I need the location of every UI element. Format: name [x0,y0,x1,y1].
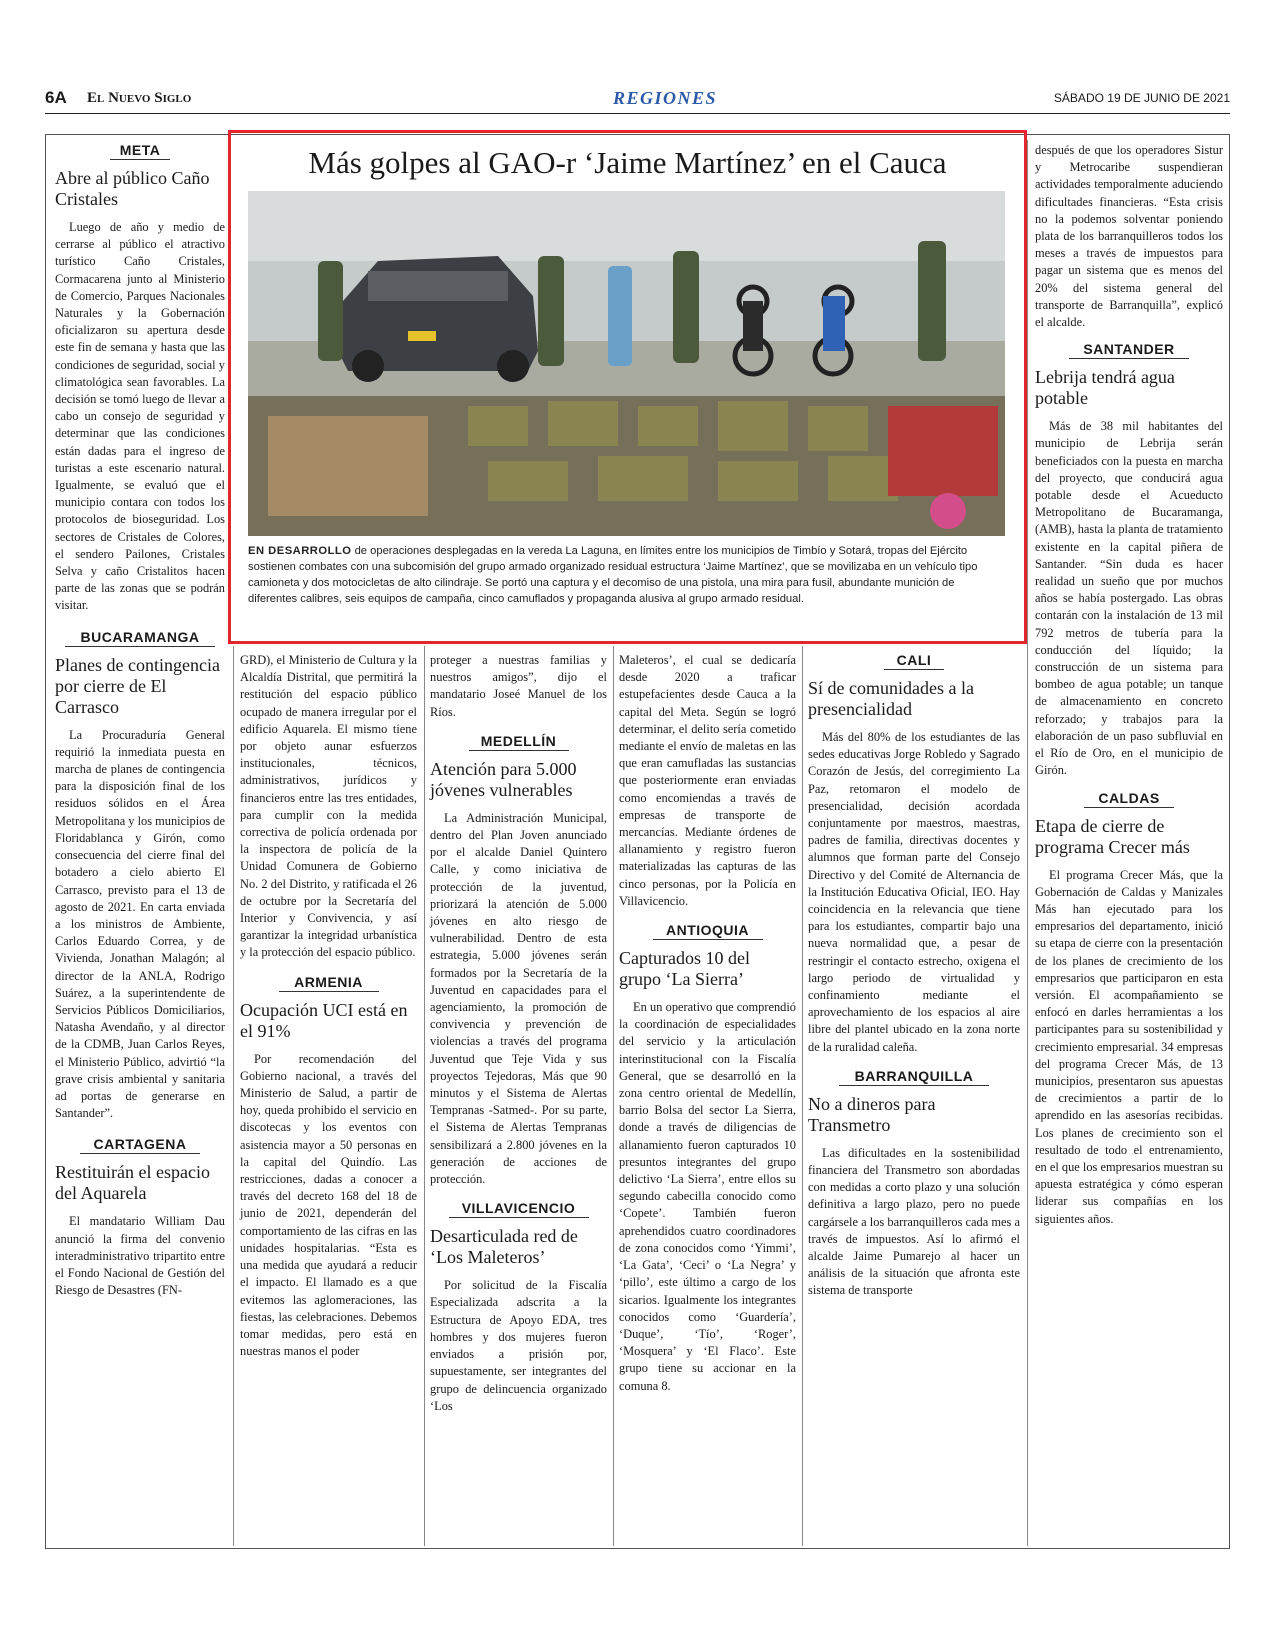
article-santander: Más de 38 mil habitantes del municipio de Lebrija serán beneficiados con la puesta en marcha del proyecto, que conducirá agua potable desde el Acueducto Metropolitano de Bucaramanga, (AMB), hasta la planta de tratamiento existente en la capital piñera de Santander. “Sin duda es hacer realidad un sueño que por muchos años se había postergado. Las obras contarán con la instalación de 13 mil 792 metros de tubería para la conducción del líquido; la construcción de un sistema para bombeo de agua potable; un tanque de almacenamiento en concreto reforzado; y trabajos para la elaboración de un paso subfluvial en el Río de Oro, en el municipio de Girón. [1035,419,1223,778]
headline-cali: Sí de comunidades a la presencialidad [808,678,974,719]
kicker-villavicencio: VILLAVICENCIO [449,1200,589,1218]
headline-cartagena: Restituirán el espacio del Aquarela [55,1162,210,1204]
article-cali: Más del 80% de los estudiantes de las sedes educativas Jorge Robledo y Sagrado Corazón de Jesús, del corregimiento La Paz, retomaron el modelo de presencialidad, decisión acordada conjuntamente por maestros, maestras, padres de familia, directivas docentes y alumnos que forman parte del Consejo Directivo y del Comité de Alternancia de la Institución Educativa Oficial, IEO. Hay coincidencia en la relevancia que tiene para los estudiantes, compartir bajo una nueva normalidad que, a pesar de restringir el contacto estrecho, oxigena el largo periodo de virtualidad y confinamiento mediante el aprovechamiento de los espacios al aire libre del plantel ubicado en la zona norte de la ruralidad caleña. [808,730,1020,1054]
headline-caldas: Etapa de cierre de programa Crecer más [1035,815,1190,857]
article-antioquia: En un operativo que comprendió la coordinación de especialidades del servicio y la articulación interinstitucional con la Fiscalía General, que se desarrolló en la zona centro oriental de Medellín, barrio Bolsa del sector La Sierra, donde a través de diligencias de allanamiento fueron capturados 10 presuntos integrantes del grupo delictivo ‘La Sierra’, entre ellos su segundo cabecilla conocido como ‘Copete’. También fueron aprehendidos cuatro coordinadores de zona conocidos como ‘Yimmi’, ‘La Gata’, ‘Ceci’ o ‘La Negra’ y ‘pillo’, este último a cargo de los sicarios. Igualmente los integrantes conocidos como ‘Guardería’, ‘Duque’, ‘Tío’, ‘Roger’, ‘Mosquera’ y ‘El Flaco’. Este grupo tiene su accionar en la comuna 8. [619,1000,796,1393]
article-medellin: La Administración Municipal, dentro del Plan Joven anunciado por el alcalde Daniel Quintero Calle, y como iniciativa de protección de la juventud, priorizará la atención de 5.000 jóvenes en alto riesgo de vulnerabilidad. Dentro de esta estrategia, 5.000 jóvenes serán formados por la Secretaría de la Juventud en capacidades para el agenciamiento, la promoción de convivencia y prevención de violencias a través del programa Juventud que Teje Vida y sus proyectos Tejedoras, Más que 90 minutos y el Sistema de Alertas Tempranas -Satmed-. Por su parte, el Sistema de Alertas Tempranas sensibilizará a 2.800 jóvenes en la generación de acciones de protección. [430,810,607,1187]
kicker-caldas: CALDAS [1084,790,1174,808]
column-1 [55,142,225,1299]
kicker-santander: SANTANDER [1069,341,1189,359]
article-armenia: Por recomendación del Gobierno nacional, a través del Ministerio de Salud, a partir de hoy, queda prohibido el servicio en discotecas y los eventos con asistencia mayor a 50 personas en la capital del Quindío. Las restricciones, dadas a conocer a través del decreto 168 del 18 de junio de 2021, dependerán del comportamiento de las cifras en las unidades hospitalarias. “Esta es una medida que ayudará a reducir el impacto. El llamado es a que evitemos las aglomeraciones, las fiestas, las celebraciones. Debemos tomar medidas, pero está en nuestras manos el poder [240,1051,417,1359]
headline-meta: Abre al público Caño Cristales [55,168,210,209]
feature-box [228,130,1027,644]
kicker-cartagena: CARTAGENA [80,1136,200,1154]
article-cartagena: El mandatario William Dau anunció la firma del convenio interadministrativo tripartito entre el Fondo Nacional de Gestión del Riesgo de Desastres (FN- [55,1214,225,1298]
kicker-barranquilla: BARRANQUILLA [839,1068,989,1086]
issue-date: SÁBADO 19 DE JUNIO DE 2021 [1053,91,1230,105]
newspaper-name: El Nuevo Siglo [87,90,192,106]
headline-armenia: Ocupación UCI está en el 91% [240,999,408,1041]
article-cartagena-continued: GRD), el Ministerio de Cultura y la Alcaldía Distrital, que permitirá la restitución del espacio público ocupado de manera irregular por el edificio Aquarela. El mismo tiene por objeto aunar esfuerzos institucionales, técnicos, administrativos, jurídicos y financieros entre las tres entidades, para cumplir con la medida correctiva de policía ordenada por la inspectora de policía de la Unidad Comunera de Gobierno No. 2 del Distrito, y ratificada el 26 de octubre por la Secretaría del Interior y Convivencia, y así garantizar la integridad urbanística y la protección del espacio público. [240,653,417,960]
article-caldas: El programa Crecer Más, que la Gobernación de Caldas y Manizales Más han ejecutado para los empresarios del departamento, inició su etapa de cierre con la presentación de los planes de crecimiento de los empresarios que participaron en esta versión. El acompañamiento se enfocó en darles herramientas a los participantes para su sostenibilidad y crecimiento empresarial. 34 empresas del programa Crecer Más, de 13 municipios, presentaron sus apuestas de crecimientos a partir de lo aprendido en las asesorías recibidas. Los planes de crecimiento son el resultado de todo el entrenamiento, en el que los empresarios muestran su apuesta estratégica y cómo esperan liderar sus compañías en los siguientes años. [1035,867,1223,1226]
article-barranquilla: Las dificultades en la sostenibilidad financiera del Transmetro son abordadas con medidas a corto plazo y una solución definitiva a largo plazo, pero no puede cargársele a los barranquilleros cada mes a través de impuestos. Así lo afirmó el alcalde Jaime Pumarejo al hacer un análisis de la situación que afronta este sistema de transporte [808,1145,1020,1298]
kicker-antioquia: ANTIOQUIA [653,922,763,940]
column-6 [1035,142,1223,1228]
headline-villavicencio: Desarticulada red de ‘Los Maleteros’ [430,1226,578,1268]
article-barranquilla-continued: después de que los operadores Sistur y Metrocaribe suspendieran actividades temporalmente aduciendo dificultades financieras. “Esta crisis no la podemos solventar poniendo plata de los barranquilleros todos los meses a través de impuestos para pagar un sistema que es menos del 20% del sistema general del transporte de Barranquilla”, explicó el alcalde. [1035,143,1223,330]
column-5 [808,652,1020,1300]
column-rule [424,646,425,1546]
column-rule [1027,140,1028,1546]
column-rule [613,646,614,1546]
feature-headline: Más golpes al GAO-r ‘Jaime Martínez’ en el Cauca [308,145,947,180]
article-villavicencio: Por solicitud de la Fiscalía Especializada adscrita a la Estructura de Apoyo EDA, tres hombres y dos mujeres fueron enviados a prisión por, supuestamente, ser integrantes del grupo de delincuencia organizado ‘Los [430,1278,607,1413]
headline-bucaramanga: Planes de contingencia por cierre de El Carrasco [55,654,220,717]
kicker-armenia: ARMENIA [279,974,379,992]
soldiers-photo-illustration [248,191,1005,536]
page-number: 6A [45,88,67,107]
masthead [45,86,1230,114]
column-rule [233,646,234,1546]
kicker-cali: CALI [884,652,944,670]
column-2 [240,652,417,1360]
article-bucaramanga: La Procuraduría General requirió la inmediata puesta en marcha de planes de contingencia para la disposición final de los residuos sólidos en el Área Metropolitana y los municipios de Floridablanca y Girón, como consecuencia del cierre final del botadero a cielo abierto El Carrasco, previsto para el 13 de agosto de 2021. En carta enviada a los ministros de Ambiente, Carlos Eduardo Correa, y de Vivienda, Jonathan Malagón; al director de la ANLA, Rodrigo Suárez, a la superintendente de Servicios Públicos Domiciliarios, Natasha Avendaño, y al director de la CDMB, Juan Carlos Reyes, el Ministerio Público, advirtió “la grave crisis ambiental y sanitaria ad portas de generarse en Santander”. [55,727,226,1121]
kicker-meta: META [110,142,170,160]
article-armenia-continued: proteger a nuestras familias y nuestros amigos”, dijo el mandatario Joseé Manuel de los Ríos. [430,653,607,719]
article-meta: Luego de año y medio de cerrarse al público el atractivo turístico Caño Cristales, Cormacarena junto al Ministerio de Comercio, Parques Nacionales Naturales y la Gobernación oficializaron su apertura desde este fin de semana y hasta que las condiciones de seguridad, social y climatológica sean favorables. La decisión se tomó luego de llevar a cabo un consejo de seguridad y determinar que las condiciones están dadas para el ingreso de turistas a este escenario natural. Igualmente, se evaluó que el municipio contara con todos los protocolos de bioseguridad. Los sectores de Cristales de Colores, el sendero Pailones, Cristales Selva y caño Cristalitos hacen parte de las zonas que se podrán visitar. [55,220,225,613]
kicker-medellin: MEDELLÍN [469,733,569,751]
column-rule [802,646,803,1546]
headline-barranquilla: No a dineros para Transmetro [808,1093,936,1135]
section-title: REGIONES [612,88,718,108]
kicker-bucaramanga: BUCARAMANGA [65,629,215,647]
column-3 [430,652,607,1415]
headline-antioquia: Capturados 10 del grupo ‘La Sierra’ [619,948,750,990]
headline-medellin: Atención para 5.000 jóvenes vulnerables [430,758,577,800]
photo-caption: EN DESARROLLO de operaciones desplegadas en la vereda La Laguna, en límites entre los municipios de Timbío y Sotará, tropas del Ejército sostienen combates con una subcomisión del grupo armado organizado residual estructura ‘Jaime Martínez’, que se movilizaba en un vehículo tipo camioneta y dos motocicletas de alto cilindraje. Se portó una captura y el decomiso de una pistola, una mira para fusil, abundante munición de diferentes calibres, seis equipos de campaña, cinco camuflados y propaganda alusiva al grupo armado residual. [248,545,978,605]
headline-santander: Lebrija tendrá agua potable [1035,367,1175,409]
feature-photo [248,191,1005,536]
column-4 [619,652,796,1395]
article-villavicencio-continued: Maleteros’, el cual se dedicaría desde 2020 a traficar estupefacientes desde Cauca a la capital del Meta. Según se logró determinar, el delito sería cometido mediante el envío de maletas en las que eran camufladas las sustancias que posteriormente eran enviadas como encomiendas a través de empresas de transporte de mercancías. Mediante órdenes de allanamiento y registro fueron materializadas las capturas de las cinco personas, por la Policía en Villavicencio. [619,653,796,908]
